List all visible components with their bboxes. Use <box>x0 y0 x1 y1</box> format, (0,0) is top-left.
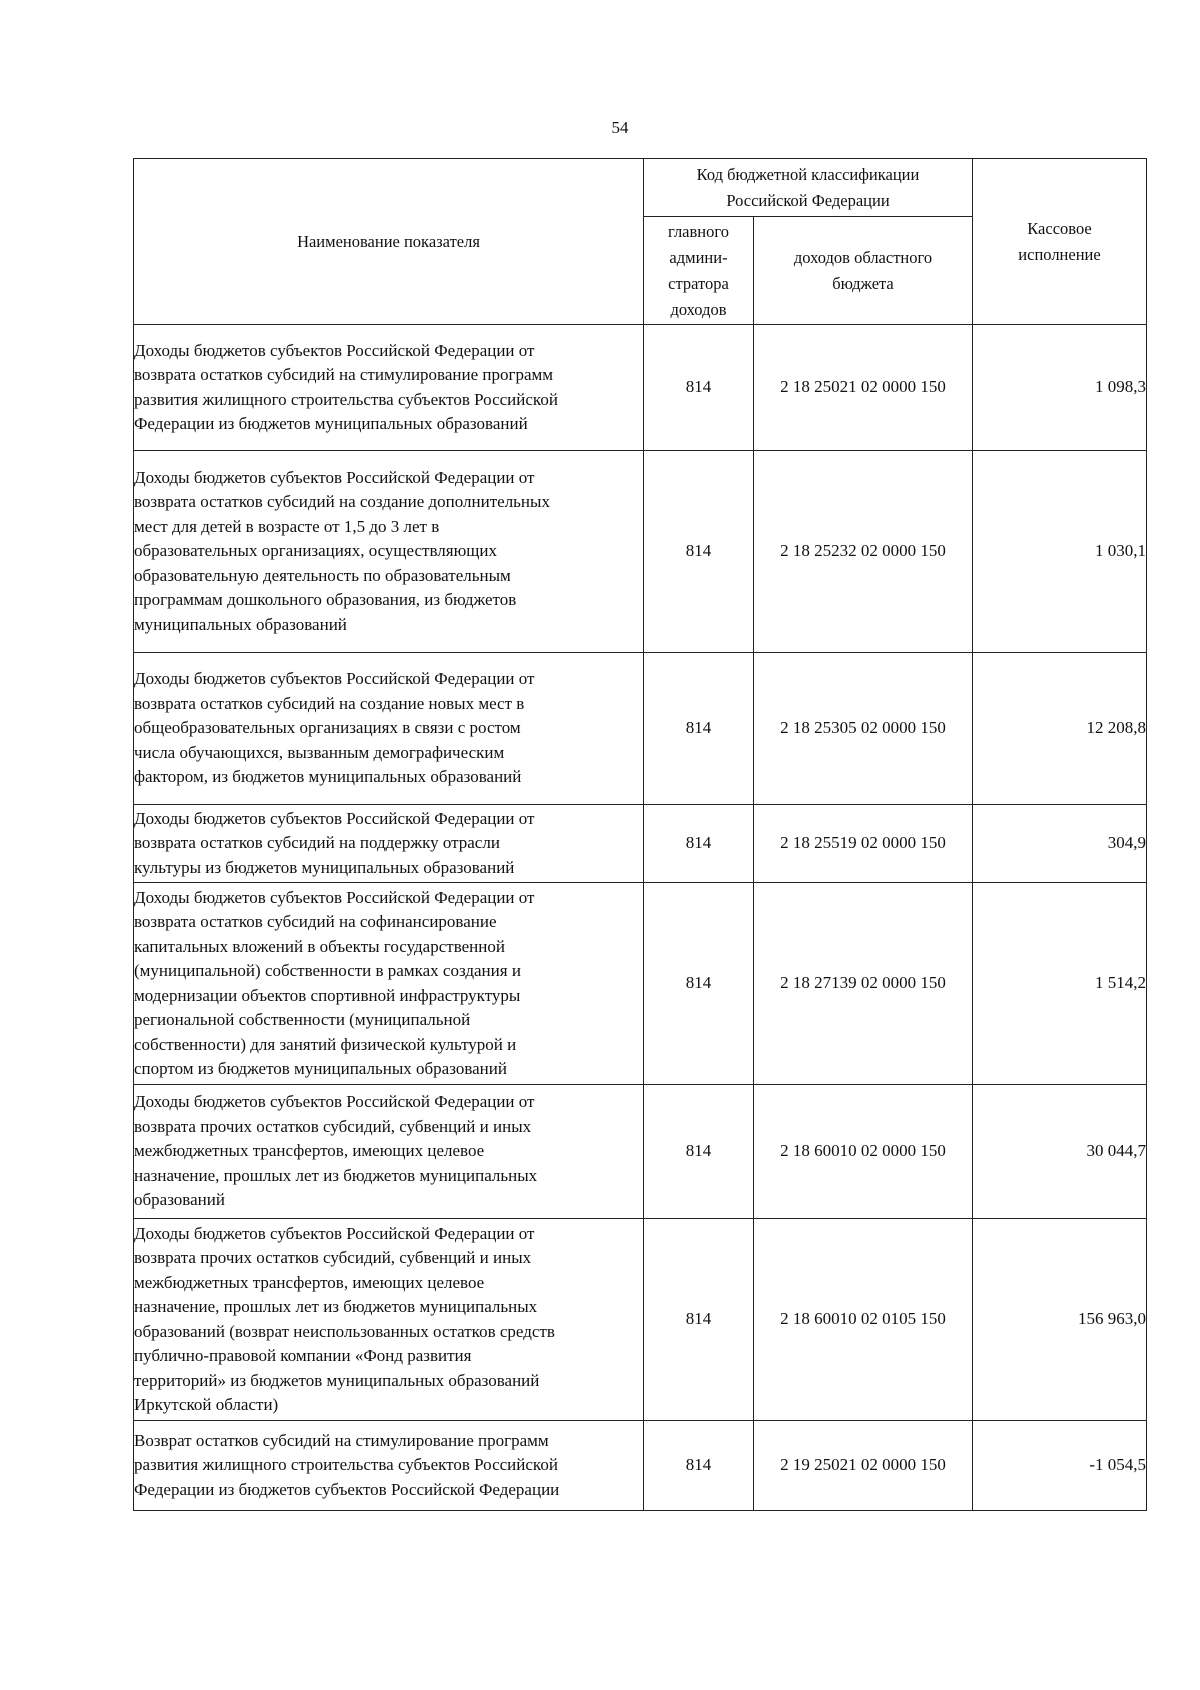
indicator-name <box>134 1085 644 1219</box>
indicator-name-line: возврата прочих остатков субсидий, субвенций и иных <box>134 1248 532 1267</box>
table-row <box>134 653 1147 805</box>
indicator-name <box>134 1219 644 1421</box>
indicator-name-line: назначение, прошлых лет из бюджетов муниципальных <box>134 1165 538 1185</box>
indicator-name <box>134 1421 644 1511</box>
indicator-name-line: культуры из бюджетов муниципальных образований <box>134 857 515 877</box>
indicator-name-line: фактором, из бюджетов муниципальных образований <box>134 767 522 787</box>
admin-code: 814 <box>644 1219 754 1421</box>
table-header <box>134 159 1147 325</box>
table-row <box>134 805 1147 883</box>
admin-code: 814 <box>644 805 754 883</box>
indicator-name-line: возврата остатков субсидий на софинансирование <box>134 912 497 931</box>
table-row <box>134 1219 1147 1421</box>
indicator-name-line: Доходы бюджетов субъектов Российской Федерации от <box>134 808 535 828</box>
header-code-line: бюджета <box>832 273 894 293</box>
indicator-name-line: возврата прочих остатков субсидий, субвенций и иных <box>134 1116 532 1136</box>
indicator-name-line: Доходы бюджетов субъектов Российской Федерации от <box>134 1223 535 1243</box>
indicator-name-line: Доходы бюджетов субъектов Российской Федерации от <box>134 467 535 487</box>
indicator-name-line: Федерации из бюджетов субъектов Российской Федерации <box>134 1479 560 1499</box>
admin-code: 814 <box>644 883 754 1085</box>
header-admin <box>644 217 754 325</box>
admin-code: 814 <box>644 653 754 805</box>
revenue-code: 2 18 60010 02 0105 150 <box>754 1219 973 1421</box>
table-body <box>134 325 1147 1511</box>
indicator-name-line: модернизации объектов спортивной инфраструктуры <box>134 985 521 1005</box>
revenue-code: 2 18 27139 02 0000 150 <box>754 883 973 1085</box>
indicator-name-line: числа обучающихся, вызванным демографическим <box>134 742 505 762</box>
table-row <box>134 1085 1147 1219</box>
admin-code: 814 <box>644 451 754 653</box>
header-code-group: Код бюджетной классификации Российской Федерации <box>644 159 973 217</box>
table-row <box>134 451 1147 653</box>
indicator-name-line: развития жилищного строительства субъектов Российской <box>134 389 558 409</box>
cash-execution: 30 044,7 <box>973 1085 1147 1219</box>
admin-code: 814 <box>644 325 754 451</box>
cash-execution: 304,9 <box>973 805 1147 883</box>
indicator-name-line: назначение, прошлых лет из бюджетов муниципальных <box>134 1297 538 1316</box>
indicator-name-line: возврата остатков субсидий на поддержку отрасли <box>134 833 500 853</box>
indicator-name <box>134 325 644 451</box>
table-row <box>134 883 1147 1085</box>
indicator-name-line: публично-правовой компании «Фонд развития <box>134 1346 472 1365</box>
indicator-name-line: образований (возврат неиспользованных остатков средств <box>134 1321 555 1341</box>
indicator-name-line: общеобразовательных организациях в связи с ростом <box>134 718 521 738</box>
indicator-name-line: образовательную деятельность по образовательным <box>134 565 511 585</box>
header-admin-line: главного <box>668 221 729 241</box>
table-row <box>134 325 1147 451</box>
indicator-name-line: Доходы бюджетов субъектов Российской Федерации от <box>134 669 535 689</box>
indicator-name-line: возврата остатков субсидий на создание новых мест в <box>134 693 525 713</box>
indicator-name <box>134 451 644 653</box>
indicator-name <box>134 883 644 1085</box>
indicator-name-line: Возврат остатков субсидий на стимулирование программ <box>134 1430 549 1450</box>
indicator-name-line: Доходы бюджетов субъектов Российской Федерации от <box>134 340 535 360</box>
cash-execution: 12 208,8 <box>973 653 1147 805</box>
header-exec-line: исполнение <box>1018 244 1101 264</box>
indicator-name-line: программам дошкольного образования, из бюджетов <box>134 590 517 610</box>
indicator-name-line: межбюджетных трансфертов, имеющих целевое <box>134 1141 485 1161</box>
revenue-code: 2 18 60010 02 0000 150 <box>754 1085 973 1219</box>
indicator-name-line: Доходы бюджетов субъектов Российской Федерации от <box>134 887 535 907</box>
indicator-name-line: Доходы бюджетов субъектов Российской Федерации от <box>134 1092 535 1112</box>
indicator-name-line: региональной собственности (муниципальной <box>134 1010 471 1029</box>
indicator-name-line: мест для детей в возрасте от 1,5 до 3 лет в <box>134 516 440 536</box>
table-row <box>134 1421 1147 1511</box>
revenue-code: 2 18 25519 02 0000 150 <box>754 805 973 883</box>
admin-code: 814 <box>644 1421 754 1511</box>
header-code-line: доходов областного <box>793 247 933 267</box>
indicator-name-line: возврата остатков субсидий на стимулирование программ <box>134 365 554 384</box>
revenue-code: 2 19 25021 02 0000 150 <box>754 1421 973 1511</box>
header-admin-line: стратора <box>668 273 729 293</box>
indicator-name-line: межбюджетных трансфертов, имеющих целевое <box>134 1272 485 1292</box>
indicator-name-line: возврата остатков субсидий на создание дополнительных <box>134 492 550 512</box>
indicator-name-line: собственности) для занятий физической культурой и <box>134 1034 517 1054</box>
indicator-name-line: (муниципальной) собственности в рамках создания и <box>134 961 521 980</box>
indicator-name-line: капитальных вложений в объекты государственной <box>134 936 505 956</box>
header-admin-line: доходов <box>670 299 727 319</box>
header-exec <box>973 159 1147 325</box>
cash-execution: -1 054,5 <box>973 1421 1147 1511</box>
indicator-name <box>134 805 644 883</box>
indicator-name-line: Федерации из бюджетов муниципальных образований <box>134 414 528 433</box>
indicator-name-line: муниципальных образований <box>134 614 347 634</box>
indicator-name-line: спортом из бюджетов муниципальных образований <box>134 1059 507 1078</box>
revenue-code: 2 18 25232 02 0000 150 <box>754 451 973 653</box>
budget-table <box>133 158 1147 1511</box>
cash-execution: 1 098,3 <box>973 325 1147 451</box>
revenue-code: 2 18 25021 02 0000 150 <box>754 325 973 451</box>
page-number: 54 <box>611 118 629 137</box>
header-admin-line: админи- <box>669 247 728 267</box>
header-name: Наименование показателя <box>134 159 644 325</box>
admin-code: 814 <box>644 1085 754 1219</box>
indicator-name-line: территорий» из бюджетов муниципальных образований <box>134 1370 540 1390</box>
header-code <box>754 217 973 325</box>
cash-execution: 1 514,2 <box>973 883 1147 1085</box>
cash-execution: 1 030,1 <box>973 451 1147 653</box>
indicator-name-line: развития жилищного строительства субъектов Российской <box>134 1455 558 1475</box>
header-exec-line: Кассовое <box>1027 218 1092 238</box>
indicator-name <box>134 653 644 805</box>
indicator-name-line: Иркутской области) <box>134 1395 279 1414</box>
cash-execution: 156 963,0 <box>973 1219 1147 1421</box>
indicator-name-line: образовательных организациях, осуществляющих <box>134 541 497 561</box>
revenue-code: 2 18 25305 02 0000 150 <box>754 653 973 805</box>
indicator-name-line: образований <box>134 1190 225 1210</box>
